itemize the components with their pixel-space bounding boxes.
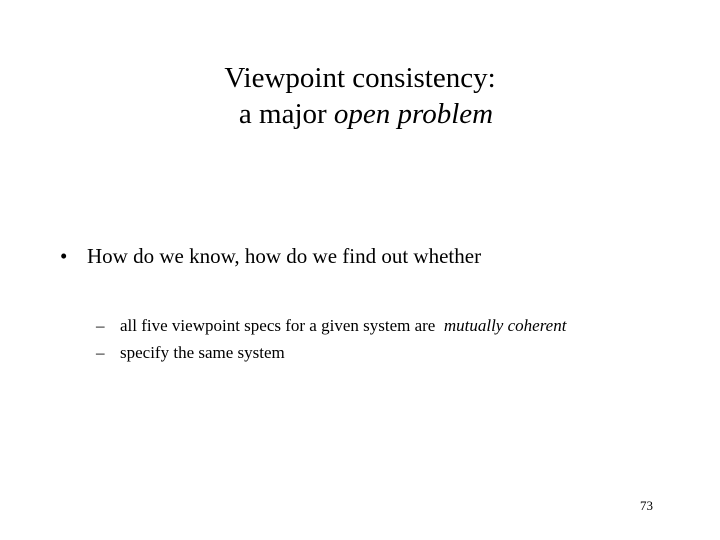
title-line-1: Viewpoint consistency: xyxy=(224,62,496,94)
bullet-item xyxy=(60,242,481,270)
title-line-2-prefix: a major xyxy=(238,98,327,130)
sub-bullet-list xyxy=(96,312,566,366)
sub-bullet-emphasis: mutually coherent xyxy=(443,316,567,335)
page-number: 73 xyxy=(640,498,653,513)
title-line-2 xyxy=(0,96,720,132)
bullet-text: How do we know, how do we find out whether xyxy=(87,244,482,268)
sub-bullet-marker: – xyxy=(96,316,105,335)
sub-bullet-marker: – xyxy=(96,343,105,362)
title-emphasis: open problem xyxy=(333,98,494,130)
sub-bullet-text: all five viewpoint specs for a given system are xyxy=(120,316,436,335)
slide-title xyxy=(0,60,720,132)
sub-bullet-item xyxy=(96,312,566,339)
bullet-marker: • xyxy=(60,244,68,268)
sub-bullet-text: specify the same system xyxy=(120,343,285,362)
sub-bullet-item xyxy=(96,339,566,366)
